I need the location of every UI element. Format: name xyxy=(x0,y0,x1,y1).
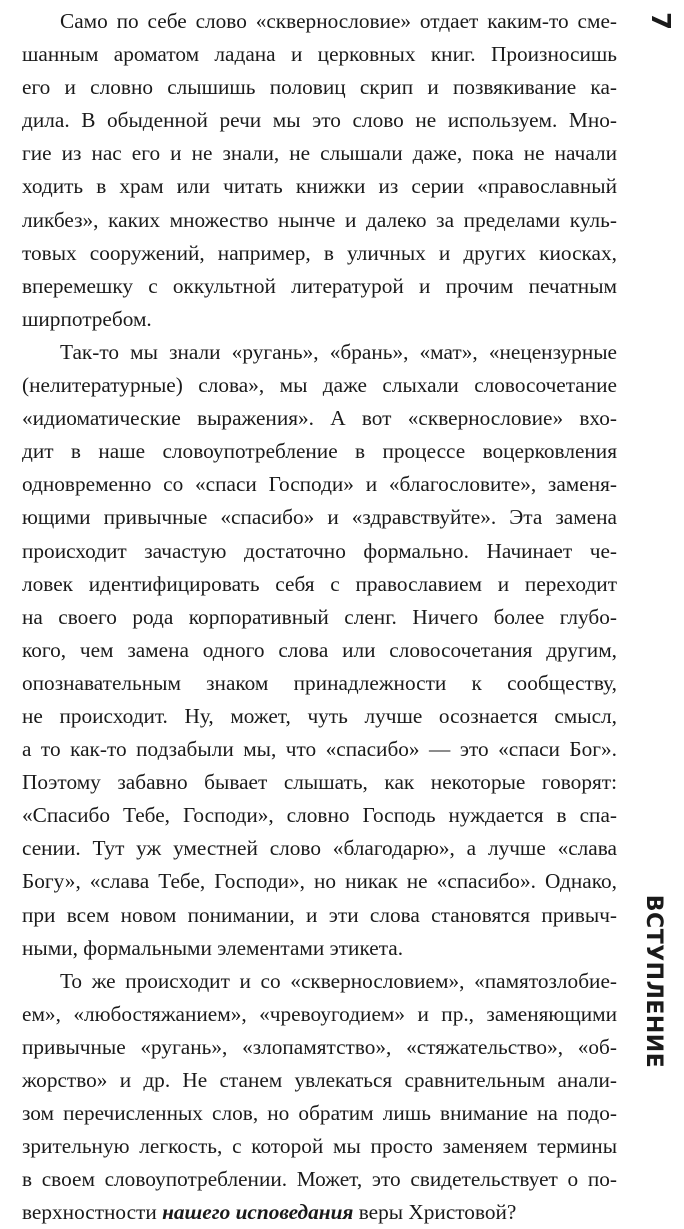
text-line: ем», «любостяжанием», «чревоугодием» и пр., заменяющими xyxy=(22,1001,617,1026)
text-line: Поэтому забавно бывает слышать, как некоторые говорят: xyxy=(22,770,617,795)
text-line: «Спасибо Тебе, Господи», словно Господь нуждается в спа- xyxy=(22,803,617,828)
text-line: кого, чем замена одного слова или словосочетания другим, xyxy=(22,637,617,662)
paragraph xyxy=(22,336,617,965)
text-line xyxy=(22,1196,617,1229)
text-line: его и словно слышишь половиц скрип и позвякивание ка- xyxy=(22,75,617,100)
text-line: ходить в храм или читать книжки из серии «православный xyxy=(22,174,617,199)
text-line: дила. В обыденной речи мы это слово не используем. Мно- xyxy=(22,108,617,133)
text-line: (нелитературные) слова», мы даже слыхали словосочетание xyxy=(22,373,617,398)
text-line: гие из нас его и не знали, не слышали даже, пока не начали xyxy=(22,141,617,166)
text-line: при всем новом понимании, и эти слова становятся привыч- xyxy=(22,902,617,927)
text-line: в своем словоупотреблении. Может, это свидетельствует о по- xyxy=(22,1167,617,1192)
text-line: жорство» и др. Не станем увлекаться сравнительным анали- xyxy=(22,1068,617,1092)
text-line: Богу», «слава Тебе, Господи», но никак не «спасибо». Однако, xyxy=(22,869,617,894)
text-line: ликбез», каких множество нынче и далеко за пределами куль- xyxy=(22,207,617,232)
text-line: Так-то мы знали «ругань», «брань», «мат», «нецензурные xyxy=(60,339,617,364)
text-line: То же происходит и со «сквернословием», «памятозлобие- xyxy=(60,968,617,993)
text-line: привычные «ругань», «злопамятство», «стяжательство», «об- xyxy=(22,1034,617,1059)
text-segment: верхностности xyxy=(22,1200,163,1225)
running-head-label: ВСТУПЛЕНИЕ xyxy=(641,894,667,1068)
text-line: а то как-то подзабыли мы, что «спасибо» — это «спаси Бог». xyxy=(22,737,617,762)
text-line: ширпотребом. xyxy=(22,306,152,331)
emphasized-phrase: нашего исповедания xyxy=(162,1200,354,1225)
text-line: шанным ароматом ладана и церковных книг. Произносишь xyxy=(22,42,617,67)
page-number: 7 xyxy=(645,11,675,31)
text-line: одновременно со «спаси Господи» и «благословите», заменя- xyxy=(22,472,617,497)
body-text xyxy=(22,5,617,1229)
text-line: вперемешку с оккультной литературой и прочим печатным xyxy=(22,273,617,298)
text-line: ющими привычные «спасибо» и «здравствуйте». Эта замена xyxy=(22,505,617,530)
text-line: зом перечисленных слов, но обратим лишь внимание на подо- xyxy=(22,1101,617,1126)
text-line: ными, формальными элементами этикета. xyxy=(22,935,404,960)
text-line: не происходит. Ну, может, чуть лучше осознается смысл, xyxy=(22,703,617,728)
paragraph xyxy=(22,965,617,1229)
running-head xyxy=(632,894,676,1068)
text-line: дит в наше словоупотребление в процессе воцерковления xyxy=(22,439,617,464)
text-line: ловек идентифицировать себя с православием и переходит xyxy=(22,571,617,596)
text-line: опознавательным знаком принадлежности к сообществу, xyxy=(22,670,617,695)
text-segment: веры Христовой? xyxy=(353,1200,517,1225)
text-line: «идиоматические выражения». А вот «сквернословие» вхо- xyxy=(22,406,617,431)
paragraph xyxy=(22,5,617,336)
text-line: сении. Тут уж уместней слово «благодарю», а лучше «слава xyxy=(22,836,617,861)
text-line: Само по себе слово «сквернословие» отдает каким-то сме- xyxy=(60,9,617,33)
text-line: происходит зачастую достаточно формально. Начинает че- xyxy=(22,538,617,563)
text-line: на своего рода корпоративный сленг. Ничего более глубо- xyxy=(22,604,617,629)
text-line: зрительную легкость, с которой мы просто заменяем термины xyxy=(22,1134,617,1159)
text-line: товых сооружений, например, в уличных и других киосках, xyxy=(22,240,617,265)
